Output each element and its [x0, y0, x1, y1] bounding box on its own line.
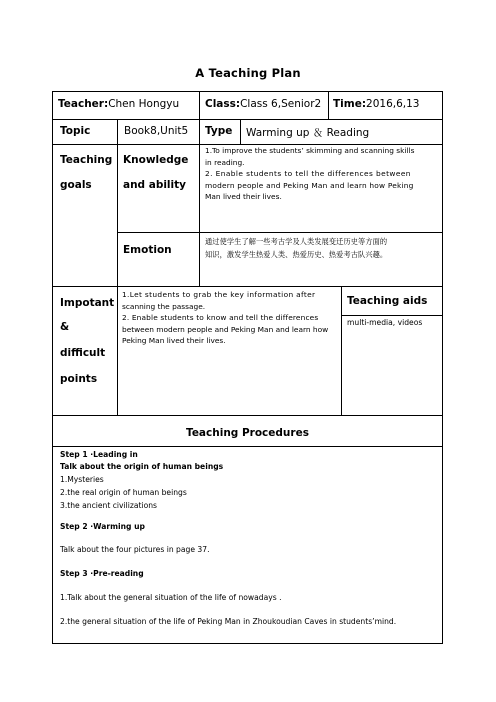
knowledge-line: Man lived their lives. [205, 192, 282, 202]
knowledge-label-1: Knowledge [123, 154, 189, 166]
page-title: A Teaching Plan [195, 66, 301, 80]
step2-title: Step 2 ·Warming up [60, 522, 145, 531]
important-label-4: points [60, 373, 98, 385]
time-label: Time: [333, 98, 367, 110]
step3-title: Step 3 ·Pre-reading [60, 569, 144, 578]
col-divider [240, 119, 241, 144]
col-divider [117, 119, 118, 286]
emotion-label: Emotion [123, 244, 172, 256]
row-divider [52, 415, 443, 416]
important-label-2: & [60, 321, 70, 333]
row-divider [117, 232, 443, 233]
row-divider [52, 446, 443, 447]
knowledge-line: in reading. [205, 157, 245, 167]
important-line: 2. Enable students to know and tell the differences [122, 313, 319, 323]
knowledge-line: 1.To improve the students’ skimming and scanning skills [205, 146, 415, 155]
important-line: between modern people and Peking Man and learn how [122, 324, 329, 334]
teacher-value: Chen Hongyu [108, 98, 180, 110]
class-field [205, 98, 321, 110]
class-label: Class: [205, 98, 241, 110]
teacher-label: Teacher: [58, 98, 109, 110]
time-value: 2016,6,13 [366, 98, 420, 110]
teacher-field [58, 98, 179, 110]
knowledge-line: modern people and Peking Man and learn how Peking [205, 180, 414, 190]
row-divider [52, 286, 443, 287]
row-divider [52, 119, 443, 120]
col-divider [199, 91, 200, 119]
topic-value: Book8,Unit5 [124, 125, 189, 137]
goals-label-2: goals [60, 179, 92, 191]
type-value: Warming up ＆ Reading [246, 127, 370, 139]
aids-value: multi-media, videos [347, 318, 423, 327]
topic-label: Topic [60, 125, 91, 137]
step3-item: 2.the general situation of the life of Peking Man in Zhoukoudian Caves in students’mind. [60, 617, 397, 626]
important-line: scanning the passage. [122, 301, 206, 311]
col-divider [341, 286, 342, 415]
procedures-heading: Teaching Procedures [186, 427, 309, 439]
col-divider [328, 91, 329, 119]
emotion-line: 知识，激发学生热爱人类、热爱历史、热爱考古队兴趣。 [205, 249, 388, 259]
emotion-text [205, 236, 437, 262]
important-label-1: Impotant [60, 297, 115, 309]
important-text [122, 289, 338, 347]
emotion-line: 通过使学生了解一些考古学及人类发展变迁历史等方面的 [205, 237, 388, 246]
important-label-3: difficult [60, 347, 106, 359]
goals-label-1: Teaching [60, 154, 113, 166]
step3-item: 1.Talk about the general situation of the life of nowadays . [60, 593, 282, 602]
important-line: Peking Man lived their lives. [122, 336, 226, 346]
step1-item: 3.the ancient civilizations [60, 501, 157, 510]
step2-text: Talk about the four pictures in page 37. [60, 545, 210, 554]
type-label: Type [205, 125, 233, 137]
step1-subtitle: Talk about the origin of human beings [60, 462, 224, 471]
col-divider [199, 119, 200, 286]
aids-label: Teaching aids [347, 295, 428, 307]
row-divider [341, 315, 443, 316]
knowledge-text [205, 145, 437, 203]
knowledge-line: 2. Enable students to tell the differences between [205, 169, 411, 179]
time-field [333, 98, 419, 110]
step1-title: Step 1 ·Leading in [60, 450, 138, 459]
step1-item: 1.Mysteries [60, 475, 104, 484]
col-divider [117, 286, 118, 415]
class-value: Class 6,Senior2 [240, 98, 322, 110]
knowledge-label-2: and ability [123, 179, 186, 191]
step1-item: 2.the real origin of human beings [60, 488, 187, 497]
important-line: 1.Let students to grab the key information after [122, 290, 316, 299]
